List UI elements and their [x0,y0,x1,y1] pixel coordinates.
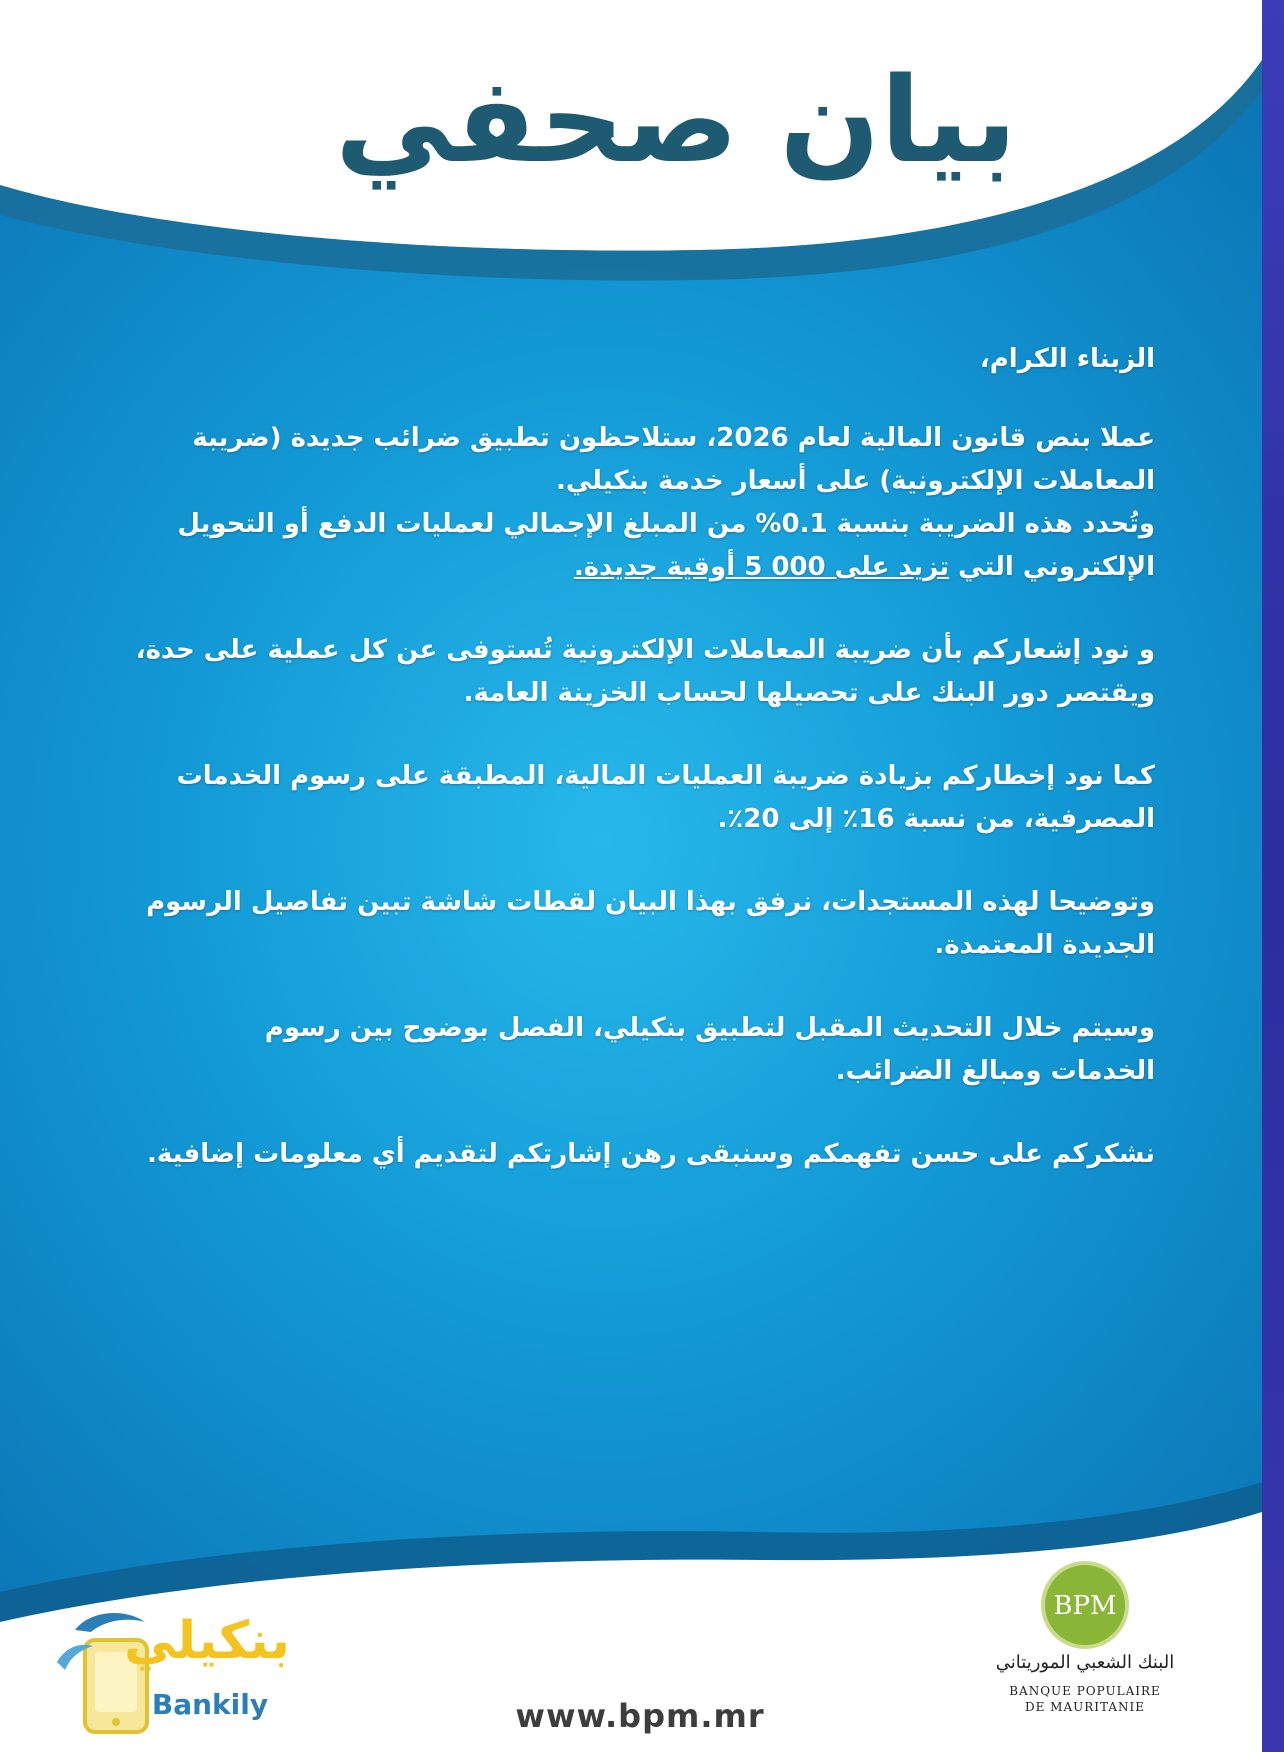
bpm-name-arabic: البنك الشعبي الموريتاني [995,1652,1175,1673]
press-release-body [130,338,1155,1216]
paragraph-2 [130,629,1155,715]
paragraph-5-line-2: الخدمات ومبالغ الضرائب. [835,1056,1155,1086]
paragraph-3-line-2: المصرفية، من نسبة 16٪ إلى 20٪. [717,804,1155,834]
paragraph-5-line-1: وسيتم خلال التحديث المقبل لتطبيق بنكيلي، الفصل بوضوح بين رسوم [264,1013,1155,1043]
paragraph-1-line-1: عملا بنص قانون المالية لعام 2026، ستلاحظون تطبيق ضرائب جديدة (ضريبة [192,423,1155,453]
greeting: الزبناء الكرام، [979,344,1155,374]
paragraph-6-line-1: نشكركم على حسن تفهمكم وسنبقى رهن إشارتكم لتقديم أي معلومات إضافية. [147,1139,1155,1169]
paragraph-4-line-1: وتوضيحا لهذه المستجدات، نرفق بهذا البيان لقطات شاشة تبين تفاصيل الرسوم [146,887,1155,917]
bpm-logo-text: BPM [1053,1591,1117,1621]
paragraph-1-line-4-prefix: الإلكتروني التي [949,552,1155,582]
paragraph-2-line-1: و نود إشعاركم بأن ضريبة المعاملات الإلكترونية تُستوفى عن كل عملية على حدة، [135,635,1155,665]
page-title: بيان صحفي [335,51,1017,189]
paragraph-1 [130,417,1155,589]
threshold-highlight: تزيد على 000 5 أوقية جديدة. [573,552,950,582]
paragraph-6 [130,1133,1155,1176]
paragraph-3-line-1: كما نود إخطاركم بزيادة ضريبة العمليات المالية، المطبقة على رسوم الخدمات [176,761,1155,791]
bankily-logo-english: Bankily [151,1688,269,1721]
paragraph-1-line-2: المعاملات الإلكترونية) على أسعار خدمة بنكيلي. [556,466,1155,496]
side-border [1262,0,1284,1752]
bankily-logo-arabic: بنكيلي [123,1611,290,1671]
paragraph-3 [130,755,1155,841]
paragraph-5 [130,1007,1155,1093]
website-link[interactable]: www.bpm.mr [515,1697,765,1735]
paragraph-4 [130,881,1155,967]
paragraph-4-line-2: الجديدة المعتمدة. [934,930,1155,960]
bpm-name-french-line-2: DE MAURITANIE [1024,1700,1146,1714]
bpm-logo-icon [1040,1560,1130,1650]
bpm-name-french-line-1: BANQUE POPULAIRE [1009,1684,1161,1698]
paragraph-1-line-3: وتُحدد هذه الضريبة بنسبة 0.1% من المبلغ الإجمالي لعمليات الدفع أو التحويل [177,509,1155,539]
bpm-name-french [980,1683,1190,1715]
paragraph-2-line-2: ويقتصر دور البنك على تحصيلها لحساب الخزينة العامة. [463,678,1155,708]
